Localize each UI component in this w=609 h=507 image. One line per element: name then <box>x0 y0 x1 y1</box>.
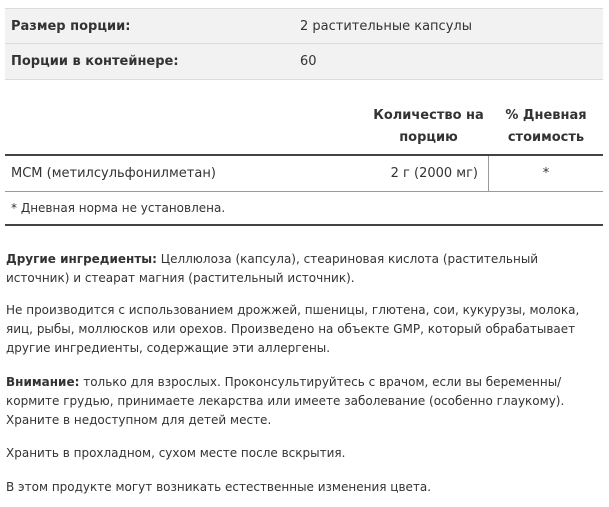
ingredient-amount-text: 2 г (2000 мг) <box>390 166 478 181</box>
warning-paragraph <box>6 373 596 430</box>
other-ingredients-paragraph <box>6 250 596 288</box>
amount-header-line1: Количество на <box>373 108 484 123</box>
other-ingredients-text: Целлюлоза (капсула), стеариновая кислота (растительный источник) и стеарат магния (растительный источник). <box>6 252 539 285</box>
serving-info-table <box>5 8 603 80</box>
servings-per-container-label: Порции в контейнере: <box>11 54 179 69</box>
color-change-paragraph: В этом продукте могут возникать естественные изменения цвета. <box>6 480 432 494</box>
warning-label: Внимание: <box>6 375 80 389</box>
serving-size-row <box>5 9 603 44</box>
allergen-paragraph: Не производится с использованием дрожжей, пшеницы, глютена, сои, кукурузы, молока, яиц, рыбы, моллюсков или орехов. Произведено на объекте GMP, который обрабатывает другие ингредиенты, содержащие эти аллергены. <box>6 303 580 355</box>
facts-header-row <box>5 102 603 156</box>
ingredient-amount <box>368 156 489 191</box>
servings-per-container-row <box>5 44 603 80</box>
servings-per-container-value: 60 <box>300 54 317 69</box>
daily-value-footnote: * Дневная норма не установлена. <box>5 192 603 226</box>
ingredient-name: MCM (метилсульфонилметан) <box>11 166 216 181</box>
facts-header-name <box>5 102 368 154</box>
table-row <box>5 156 603 192</box>
dv-header-line2: стоимость <box>507 130 585 145</box>
amount-header-line2: порцию <box>399 130 458 145</box>
dv-header-line1: % Дневная <box>505 108 587 123</box>
facts-header-amount <box>368 102 489 154</box>
facts-header-daily-value <box>489 102 603 154</box>
storage-paragraph: Хранить в прохладном, сухом месте после вскрытия. <box>6 446 346 460</box>
serving-size-label: Размер порции: <box>11 18 131 34</box>
ingredient-daily-value: * <box>542 166 550 181</box>
other-ingredients-label: Другие ингредиенты: <box>6 252 157 266</box>
warning-text: только для взрослых. Проконсультируйтесь с врачом, если вы беременны/кормите грудью, принимаете лекарства или имеете заболевание (особенно глаукому). Храните в недоступном для детей месте. <box>6 375 565 427</box>
supplement-facts-table <box>5 102 603 226</box>
serving-size-value: 2 растительные капсулы <box>300 18 472 34</box>
